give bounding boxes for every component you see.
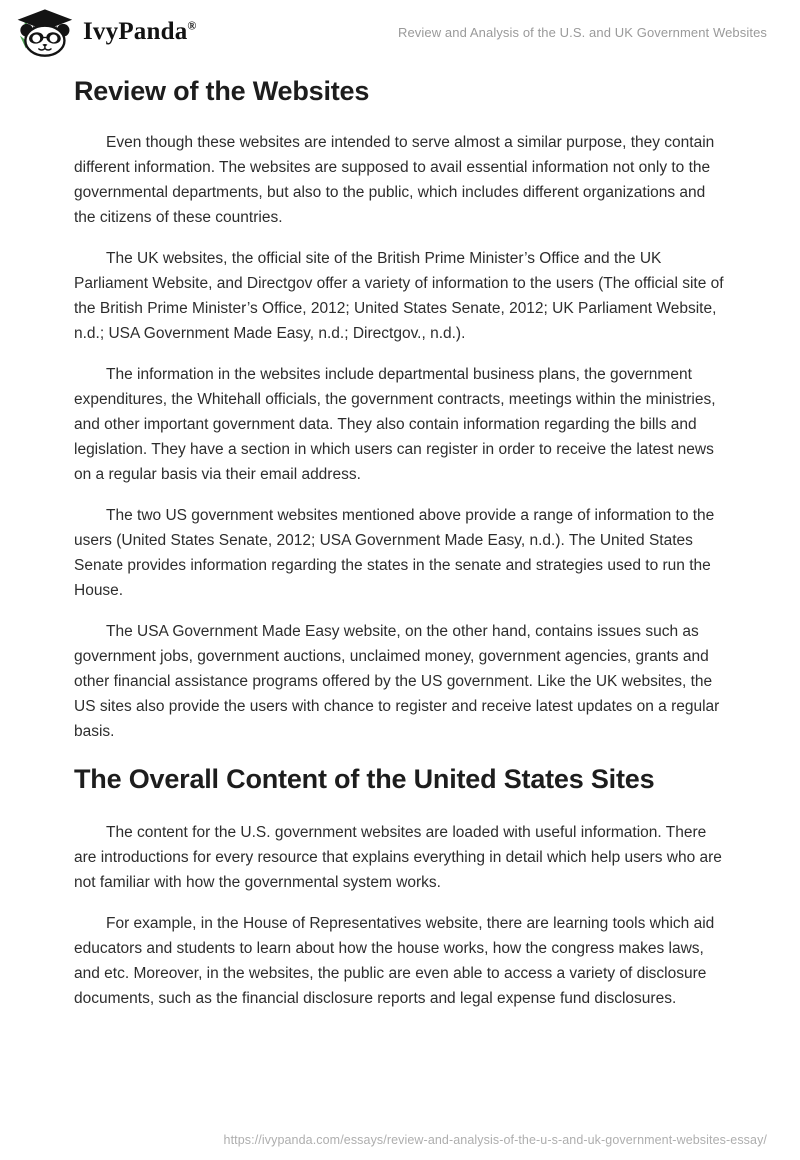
paragraph: The USA Government Made Easy website, on the other hand, contains issues such as government jobs, government auctions, unclaimed money, government agencies, grants and other financial assistance programs offered by the US government. Like the UK websites, the US sites also provide the users with chance to register and receive latest updates on a regular basis.: [74, 623, 720, 741]
brand-text: IvyPanda: [83, 18, 188, 45]
logo-link[interactable]: [14, 8, 197, 57]
source-url-link[interactable]: https://ivypanda.com/essays/review-and-analysis-of-the-u-s-and-uk-government-websites-essay/: [223, 1133, 767, 1147]
section-heading-review-of-websites: Review of the Websites: [74, 76, 370, 106]
section-heading-overall-content-us-sites: The Overall Content of the United States Sites: [74, 764, 655, 795]
paragraph: The information in the websites include departmental business plans, the government expenditures, the Whitehall officials, the government contracts, meetings within the ministries, and other important government data. They also contain information regarding the bills and legislation. They have a section in which users can register in order to receive the latest news on a regular basis via their email address.: [74, 366, 716, 484]
paragraph: Even though these websites are intended to serve almost a similar purpose, they contain different information. The websites are supposed to avail essential information not only to the governmental departments, but also to the public, which includes different organizations and the citizens of these countries.: [74, 134, 715, 227]
paragraph: The two US government websites mentioned above provide a range of information to the users (United States Senate, 2012; USA Government Made Easy, n.d.). The United States Senate provides information regarding the states in the senate and strategies used to run the House.: [74, 507, 715, 600]
article-content: [0, 76, 800, 1011]
paragraph: For example, in the House of Representatives website, there are learning tools which aid educators and students to learn about how the house works, how the congress makes laws, and etc. Moreover, in the websites, the public are even able to access a variety of disclosure documents, such as the financial disclosure reports and legal expense fund disclosures.: [74, 915, 715, 1008]
brand-name: [83, 18, 197, 46]
header: [0, 0, 800, 60]
registered-trademark-symbol: ®: [187, 18, 197, 33]
panda-graduation-logo-icon: [14, 8, 74, 57]
paragraph: The content for the U.S. government websites are loaded with useful information. There are introductions for every resource that explains everything in detail which help users who are not familiar with how the governmental system works.: [74, 824, 722, 892]
paragraph: The UK websites, the official site of the British Prime Minister’s Office and the UK Parliament Website, and Directgov offer a variety of information to the users (The official site of the British Prime Minister’s Office, 2012; United States Senate, 2012; UK Parliament Website, n.d.; USA Government Made Easy, n.d.; Directgov., n.d.).: [74, 250, 724, 343]
document-title: Review and Analysis of the U.S. and UK Government Websites: [397, 24, 767, 40]
footer: [0, 1133, 767, 1147]
